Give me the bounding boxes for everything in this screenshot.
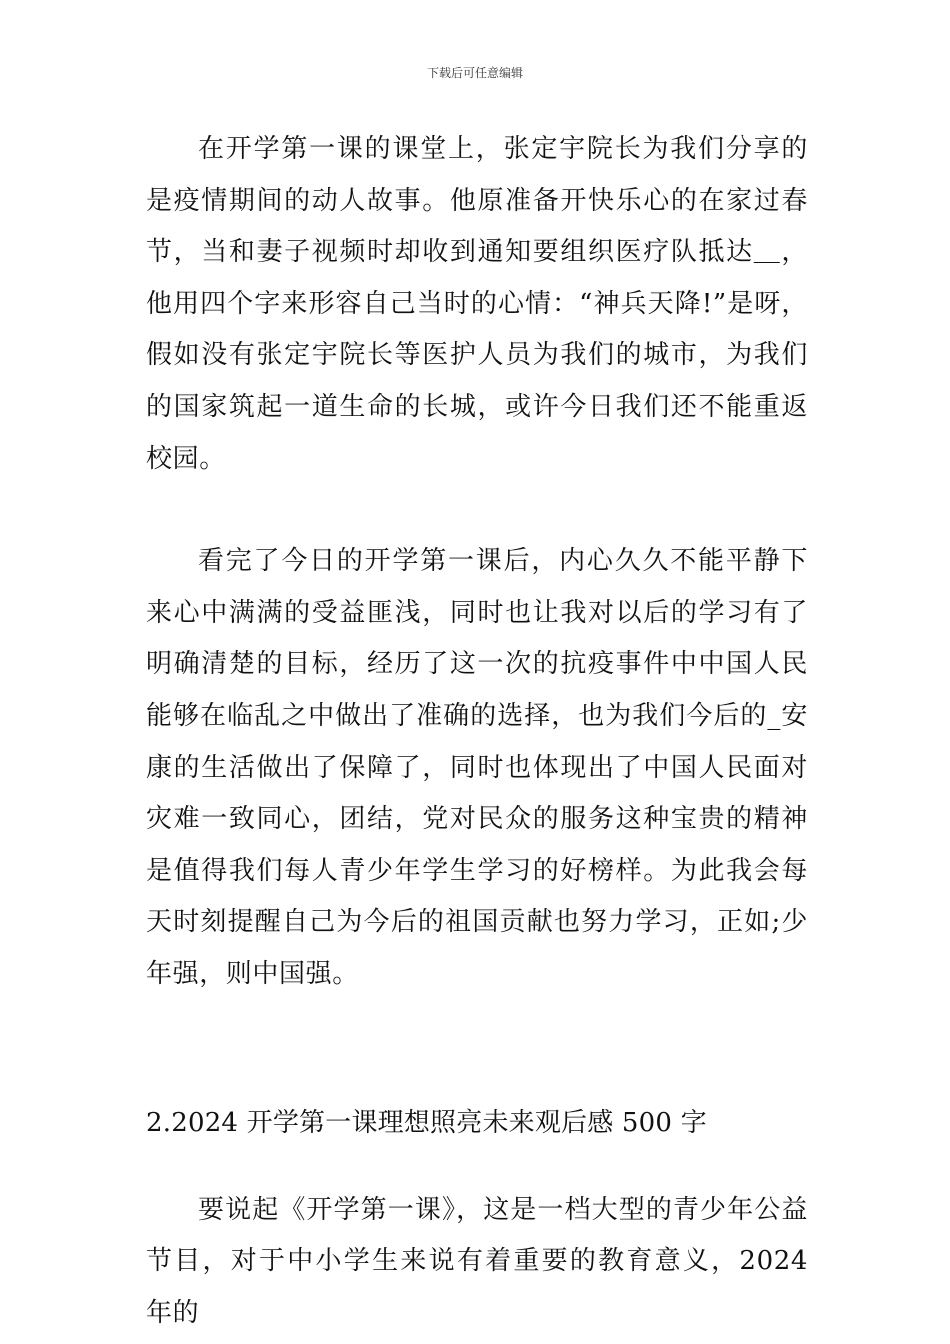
document-body	[146, 124, 808, 1339]
page-header-note: 下载后可任意编辑	[426, 66, 523, 80]
section-paragraph: 要说起《开学第一课》，这是一档大型的青少年公益节目，对于中小学生来说有着重要的教育意义，2024 年的	[146, 1194, 808, 1328]
section-heading: 2.2024 开学第一课理想照亮未来观后感 500 字	[146, 1107, 707, 1138]
paragraph-2: 看完了今日的开学第一课后，内心久久不能平静下来心中满满的受益匪浅，同时也让我对以后的学习有了明确清楚的目标，经历了这一次的抗疫事件中中国人民能够在临乱之中做出了准确的选择，也为我们今后的_安康的生活做出了保障了，同时也体现出了中国人民面对灾难一致同心，团结，党对民众的服务这种宝贵的精神是值得我们每人青少年学生学习的好榜样。为此我会每天时刻提醒自己为今后的祖国贡献也努力学习，正如;少年强，则中国强。	[146, 546, 808, 989]
paragraph-1: 在开学第一课的课堂上，张定宇院长为我们分享的是疫情期间的动人故事。他原准备开快乐心的在家过春节，当和妻子视频时却收到通知要组织医疗队抵达＿，他用四个字来形容自己当时的心情：“神兵天降!”是呀，假如没有张定宇院长等医护人员为我们的城市，为我们的国家筑起一道生命的长城，或许今日我们还不能重返校园。	[146, 134, 808, 474]
